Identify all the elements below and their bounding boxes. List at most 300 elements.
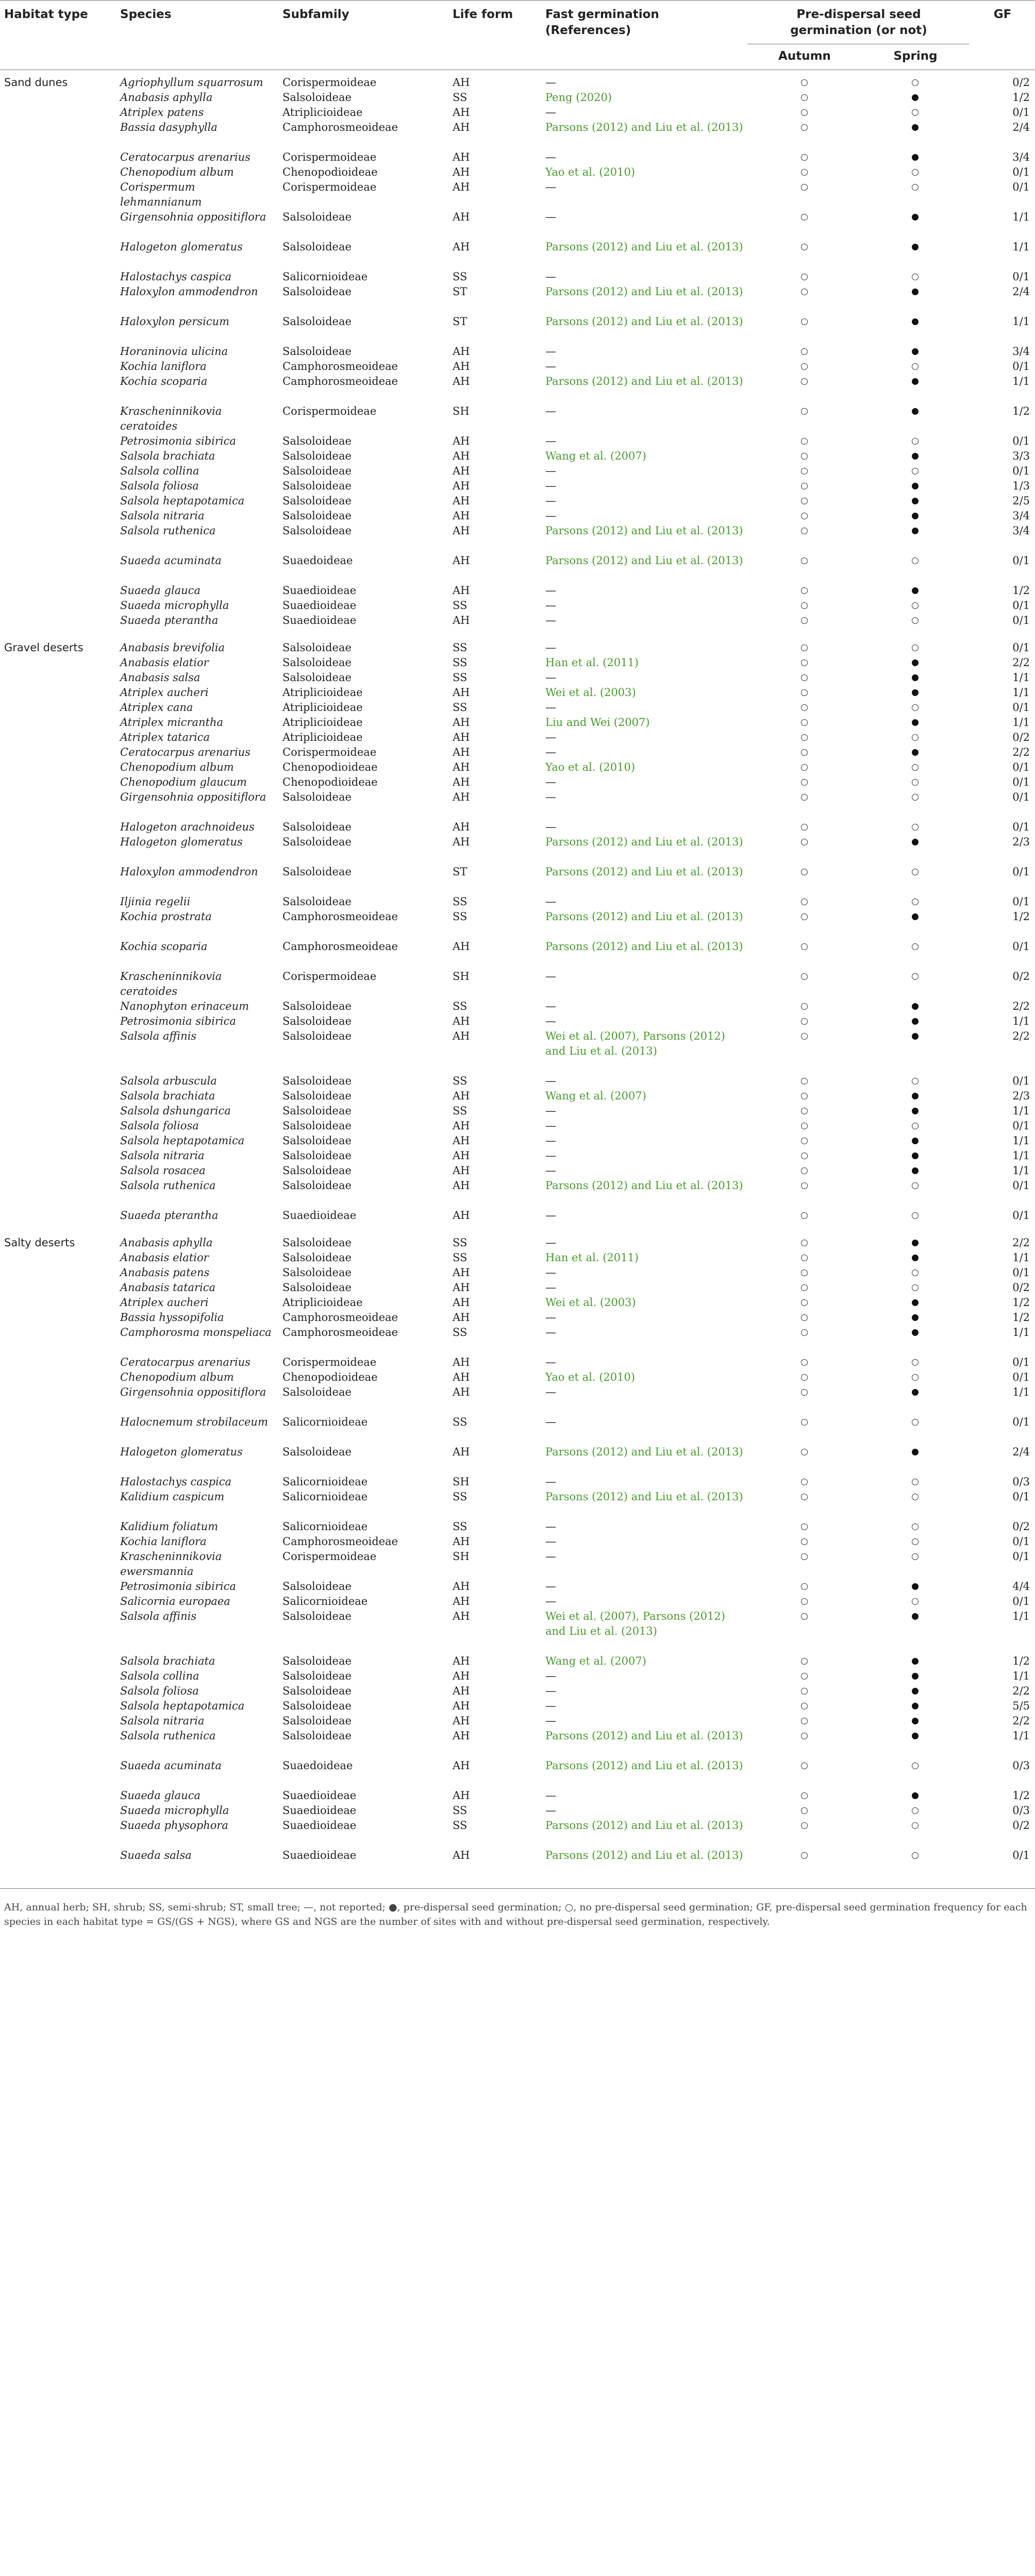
autumn-cell <box>747 1163 861 1178</box>
spring-cell <box>861 240 969 269</box>
life-form-cell: SS <box>453 1075 468 1087</box>
habitat-cell <box>0 284 116 314</box>
habitat-cell <box>0 865 116 894</box>
open-circle-icon <box>801 749 808 756</box>
open-circle-icon <box>912 1852 919 1859</box>
open-circle-icon <box>801 1553 808 1560</box>
reference-cell: Wang et al. (2007) <box>545 1090 646 1102</box>
habitat-cell <box>0 105 116 120</box>
filled-circle-icon <box>912 1153 919 1159</box>
header-pre-dispersal-line2: germination (or not) <box>790 24 927 37</box>
reference-cell: Parsons (2012) and Liu et al. (2013) <box>545 1849 743 1861</box>
life-form-cell: SS <box>453 1326 468 1338</box>
spring-cell <box>861 1699 969 1714</box>
subfamily-cell: Chenopodioideae <box>282 761 378 773</box>
filled-circle-icon <box>912 1314 919 1321</box>
gf-cell: 2/2 <box>1012 1030 1030 1042</box>
life-form-cell: SS <box>453 1490 468 1503</box>
habitat-cell <box>0 1310 116 1325</box>
species-cell: Ceratocarpus arenarius <box>120 1356 251 1368</box>
autumn-cell <box>747 70 861 91</box>
filled-circle-icon <box>912 453 919 460</box>
gf-cell: 0/1 <box>1012 435 1030 447</box>
autumn-cell <box>747 820 861 835</box>
gf-cell: 0/2 <box>1012 731 1030 743</box>
life-form-cell: AH <box>453 1371 470 1383</box>
autumn-cell <box>747 1148 861 1163</box>
life-form-cell: AH <box>453 1715 470 1727</box>
habitat-cell <box>0 120 116 150</box>
habitat-cell <box>0 344 116 359</box>
species-cell: Anabasis salsa <box>120 671 201 684</box>
filled-circle-icon <box>912 1718 919 1724</box>
subfamily-cell: Salsoloideae <box>282 1000 352 1012</box>
species-cell: Suaeda acuminata <box>120 554 222 567</box>
open-circle-icon <box>801 587 808 594</box>
gf-cell: 2/2 <box>1012 746 1030 758</box>
subfamily-cell: Atriplicioideae <box>282 1296 363 1309</box>
species-cell: Halogeton arachnoideus <box>120 821 255 833</box>
species-cell: Suaeda glauca <box>120 1789 201 1802</box>
subfamily-cell: Atriplicioideae <box>282 731 363 743</box>
open-circle-icon <box>801 169 808 176</box>
open-circle-icon <box>912 943 919 950</box>
gf-cell: 0/3 <box>1012 1804 1030 1817</box>
reference-cell: Parsons (2012) and Liu et al. (2013) <box>545 866 743 878</box>
life-form-cell: SS <box>453 656 468 669</box>
life-form-cell: SS <box>453 910 468 923</box>
open-circle-icon <box>801 1284 808 1291</box>
reference-cell: — <box>545 1236 556 1249</box>
autumn-cell <box>747 1250 861 1265</box>
spring-cell <box>861 1089 969 1104</box>
species-cell: Halogeton glomeratus <box>120 241 243 253</box>
species-cell: Salsola affinis <box>120 1030 197 1042</box>
species-cell: Haloxylon ammodendron <box>120 285 258 298</box>
open-circle-icon <box>801 943 808 950</box>
subfamily-cell: Salsoloideae <box>282 1655 352 1667</box>
spring-cell <box>861 1280 969 1295</box>
reference-cell: Han et al. (2011) <box>545 656 639 669</box>
spring-cell <box>861 1848 969 1878</box>
spring-cell <box>861 835 969 865</box>
open-circle-icon <box>801 659 808 666</box>
species-cell: Chenopodium album <box>120 166 234 178</box>
life-form-cell: SS <box>453 671 468 684</box>
autumn-cell <box>747 374 861 404</box>
autumn-cell <box>747 449 861 464</box>
table-row <box>0 1029 1035 1074</box>
subfamily-cell: Salsoloideae <box>282 1386 352 1398</box>
habitat-cell <box>0 1445 116 1475</box>
subfamily-cell: Salsoloideae <box>282 791 352 803</box>
subfamily-cell: Chenopodioideae <box>282 166 378 178</box>
spring-cell <box>861 210 969 240</box>
habitat-cell <box>0 1699 116 1714</box>
gf-cell: 1/1 <box>1012 1105 1030 1117</box>
life-form-cell: AH <box>453 1610 470 1622</box>
subfamily-cell: Salicornioideae <box>282 270 368 283</box>
filled-circle-icon <box>912 94 919 101</box>
table-row <box>0 210 1035 240</box>
subfamily-cell: Salsoloideae <box>282 315 352 328</box>
autumn-cell <box>747 1579 861 1594</box>
life-form-cell: SS <box>453 895 468 908</box>
open-circle-icon <box>912 1078 919 1084</box>
spring-cell <box>861 1684 969 1699</box>
open-circle-icon <box>801 318 808 325</box>
habitat-cell <box>0 1848 116 1878</box>
autumn-cell <box>747 509 861 523</box>
reference-cell: — <box>545 106 556 118</box>
gf-cell: 0/1 <box>1012 181 1030 193</box>
reference-cell: Parsons (2012) and Liu et al. (2013) <box>545 241 743 253</box>
autumn-cell <box>747 553 861 583</box>
life-form-cell: AH <box>453 241 470 253</box>
life-form-cell: AH <box>453 345 470 358</box>
habitat-cell <box>0 700 116 715</box>
life-form-cell: SH <box>453 970 470 982</box>
subfamily-cell: Suaedoideae <box>282 1759 353 1772</box>
species-cell: Iljinia regelii <box>120 895 191 908</box>
subfamily-cell: Camphorosmeoideae <box>282 375 398 387</box>
reference-cell: — <box>545 1789 556 1802</box>
spring-cell <box>861 105 969 120</box>
subfamily-cell: Salsoloideae <box>282 1251 352 1264</box>
table-row <box>0 1133 1035 1148</box>
spring-cell <box>861 909 969 939</box>
autumn-cell <box>747 909 861 939</box>
open-circle-icon <box>912 645 919 651</box>
life-form-cell: SS <box>453 1520 468 1533</box>
open-circle-icon <box>801 602 808 609</box>
table-row <box>0 760 1035 775</box>
subfamily-cell: Corispermoideae <box>282 970 377 982</box>
table-row <box>0 835 1035 865</box>
open-circle-icon <box>801 973 808 980</box>
open-circle-icon <box>801 1733 808 1739</box>
gf-cell: 4/4 <box>1012 1580 1030 1592</box>
subfamily-cell: Salsoloideae <box>282 345 352 358</box>
table-row <box>0 999 1035 1014</box>
species-cell: Salsola arbuscula <box>120 1075 217 1087</box>
open-circle-icon <box>801 1822 808 1829</box>
open-circle-icon <box>801 289 808 295</box>
species-cell: Halostachys caspica <box>120 270 232 283</box>
table-row <box>0 404 1035 434</box>
open-circle-icon <box>801 1108 808 1114</box>
species-cell: Suaeda glauca <box>120 584 201 597</box>
spring-cell <box>861 670 969 685</box>
open-circle-icon <box>912 824 919 831</box>
reference-cell: — <box>545 1520 556 1533</box>
subfamily-cell: Corispermoideae <box>282 405 377 417</box>
table-row <box>0 344 1035 359</box>
gf-cell: 0/1 <box>1012 106 1030 118</box>
spring-cell <box>861 1148 969 1163</box>
life-form-cell: AH <box>453 151 470 163</box>
subfamily-cell: Camphorosmeoideae <box>282 1535 398 1548</box>
open-circle-icon <box>801 1598 808 1605</box>
species-cell: Salicornia europaea <box>120 1595 230 1607</box>
gf-cell: 0/2 <box>1012 76 1030 89</box>
species-cell: Kochia scoparia <box>120 940 208 953</box>
gf-cell: 0/1 <box>1012 614 1030 626</box>
spring-cell <box>861 1519 969 1534</box>
spring-cell <box>861 969 969 999</box>
open-circle-icon <box>912 617 919 624</box>
habitat-cell <box>0 1803 116 1818</box>
table-row <box>0 685 1035 700</box>
life-form-cell: AH <box>453 731 470 743</box>
spring-cell <box>861 685 969 700</box>
table-row <box>0 1684 1035 1699</box>
open-circle-icon <box>912 169 919 176</box>
subfamily-cell: Camphorosmeoideae <box>282 1311 398 1324</box>
habitat-cell <box>0 1684 116 1699</box>
reference-cell: — <box>545 1015 556 1027</box>
table-row <box>0 969 1035 999</box>
species-cell: Kochia laniflora <box>120 360 207 372</box>
gf-cell: 1/1 <box>1012 241 1030 253</box>
reference-cell: Parsons (2012) and Liu et al. (2013) <box>545 836 743 848</box>
autumn-cell <box>747 583 861 598</box>
spring-cell <box>861 1104 969 1118</box>
gf-cell: 0/1 <box>1012 821 1030 833</box>
open-circle-icon <box>801 1078 808 1084</box>
open-circle-icon <box>801 645 808 651</box>
habitat-cell <box>0 1355 116 1370</box>
table-row <box>0 1534 1035 1549</box>
open-circle-icon <box>912 1374 919 1381</box>
open-circle-icon <box>801 1299 808 1306</box>
table-row <box>0 120 1035 150</box>
autumn-cell <box>747 730 861 745</box>
spring-cell <box>861 583 969 598</box>
subfamily-cell: Salsoloideae <box>282 524 352 537</box>
open-circle-icon <box>801 1718 808 1724</box>
filled-circle-icon <box>912 1613 919 1620</box>
table-row <box>0 715 1035 730</box>
open-circle-icon <box>801 764 808 771</box>
life-form-cell: SS <box>453 1236 468 1249</box>
species-cell: Anabasis aphylla <box>120 1236 213 1249</box>
species-cell: Kalidium foliatum <box>120 1520 219 1533</box>
reference-cell: — <box>545 1386 556 1398</box>
reference-cell: Parsons (2012) and Liu et al. (2013) <box>545 285 743 298</box>
autumn-cell <box>747 1178 861 1208</box>
subfamily-cell: Salsoloideae <box>282 1685 352 1697</box>
table-row <box>0 670 1035 685</box>
life-form-cell: SS <box>453 701 468 714</box>
spring-cell <box>861 1178 969 1208</box>
open-circle-icon <box>912 1822 919 1829</box>
gf-cell: 1/2 <box>1012 584 1030 597</box>
habitat-cell <box>0 314 116 344</box>
header-fast-germination-line1: Fast germination <box>545 8 659 21</box>
life-form-cell: AH <box>453 1149 470 1162</box>
autumn-cell <box>747 284 861 314</box>
open-circle-icon <box>801 913 808 920</box>
life-form-cell: AH <box>453 450 470 462</box>
open-circle-icon <box>801 794 808 801</box>
habitat-cell <box>0 1325 116 1355</box>
filled-circle-icon <box>912 1033 919 1040</box>
table-row <box>0 909 1035 939</box>
filled-circle-icon <box>912 1583 919 1590</box>
spring-cell <box>861 715 969 730</box>
gf-cell: 0/1 <box>1012 1075 1030 1087</box>
life-form-cell: AH <box>453 1030 470 1042</box>
gf-cell: 1/2 <box>1012 405 1030 417</box>
open-circle-icon <box>801 689 808 696</box>
gf-cell: 2/3 <box>1012 1090 1030 1102</box>
species-cell: Halogeton glomeratus <box>120 1446 243 1458</box>
gf-cell: 1/1 <box>1012 686 1030 699</box>
autumn-cell <box>747 1549 861 1579</box>
header-fast-germination-line2: (References) <box>545 24 631 37</box>
table-row <box>0 655 1035 670</box>
species-cell: Salsola ruthenica <box>120 1179 216 1192</box>
open-circle-icon <box>801 1389 808 1396</box>
subfamily-cell: Suaedioideae <box>282 599 357 612</box>
autumn-cell <box>747 1475 861 1489</box>
species-cell: Petrosimonia sibirica <box>120 1015 236 1027</box>
table-row <box>0 1669 1035 1684</box>
open-circle-icon <box>912 1523 919 1530</box>
filled-circle-icon <box>912 1018 919 1025</box>
open-circle-icon <box>801 1018 808 1025</box>
species-cell: Salsola brachiata <box>120 1090 215 1102</box>
spring-cell <box>861 1788 969 1803</box>
table-row <box>0 180 1035 210</box>
autumn-cell <box>747 670 861 685</box>
habitat-cell <box>0 835 116 865</box>
open-circle-icon <box>801 1419 808 1426</box>
spring-cell <box>861 120 969 150</box>
filled-circle-icon <box>912 1108 919 1114</box>
life-form-cell: AH <box>453 1120 470 1132</box>
habitat-cell <box>0 685 116 700</box>
reference-cell: — <box>545 895 556 908</box>
open-circle-icon <box>912 1359 919 1366</box>
habitat-cell <box>0 1104 116 1118</box>
spring-cell <box>861 180 969 210</box>
autumn-cell <box>747 210 861 240</box>
species-cell: Salsola foliosa <box>120 480 199 492</box>
filled-circle-icon <box>912 689 919 696</box>
open-circle-icon <box>801 1374 808 1381</box>
reference-cell: — <box>545 510 556 522</box>
habitat-cell <box>0 1758 116 1788</box>
autumn-cell <box>747 1534 861 1549</box>
open-circle-icon <box>801 617 808 624</box>
life-form-cell: SS <box>453 1819 468 1832</box>
subfamily-cell: Salsoloideae <box>282 1700 352 1712</box>
habitat-cell <box>0 90 116 105</box>
gf-cell: 1/1 <box>1012 1730 1030 1742</box>
filled-circle-icon <box>912 659 919 666</box>
gf-cell: 1/2 <box>1012 1655 1030 1667</box>
habitat-cell <box>0 1385 116 1415</box>
life-form-cell: AH <box>453 1446 470 1458</box>
open-circle-icon <box>912 1479 919 1485</box>
species-cell: Krascheninnikovia ceratoides <box>120 970 222 997</box>
table-row <box>0 479 1035 494</box>
subfamily-cell: Chenopodioideae <box>282 776 378 788</box>
gf-cell: 1/2 <box>1012 91 1030 104</box>
species-cell: Kalidium caspicum <box>120 1490 225 1503</box>
reference-cell: — <box>545 671 556 684</box>
open-circle-icon <box>801 704 808 711</box>
life-form-cell: AH <box>453 1580 470 1592</box>
species-cell: Anabasis elatior <box>120 656 209 669</box>
gf-cell: 2/3 <box>1012 836 1030 848</box>
reference-cell: — <box>545 480 556 492</box>
habitat-cell <box>0 715 116 730</box>
autumn-cell <box>747 1265 861 1280</box>
life-form-cell: AH <box>453 166 470 178</box>
species-cell: Bassia dasyphylla <box>120 121 218 133</box>
autumn-cell <box>747 1295 861 1310</box>
open-circle-icon <box>912 274 919 280</box>
species-cell: Camphorosma monspeliaca <box>120 1326 272 1338</box>
open-circle-icon <box>801 1255 808 1261</box>
reference-cell: — <box>545 405 556 417</box>
autumn-cell <box>747 464 861 479</box>
habitat-cell <box>0 240 116 269</box>
table-row <box>0 1163 1035 1178</box>
open-circle-icon <box>912 1182 919 1189</box>
table-row <box>0 284 1035 314</box>
table-row <box>0 1208 1035 1223</box>
species-cell: Salsola brachiata <box>120 1655 215 1667</box>
habitat-cell <box>0 1133 116 1148</box>
table-row <box>0 1230 1035 1250</box>
subfamily-cell: Salicornioideae <box>282 1490 368 1503</box>
filled-circle-icon <box>912 587 919 594</box>
subfamily-cell: Salsoloideae <box>282 435 352 447</box>
open-circle-icon <box>801 274 808 280</box>
subfamily-cell: Camphorosmeoideae <box>282 360 398 372</box>
reference-cell: Parsons (2012) and Liu et al. (2013) <box>545 1819 743 1832</box>
gf-cell: 1/1 <box>1012 671 1030 684</box>
gf-cell: 0/1 <box>1012 895 1030 908</box>
autumn-cell <box>747 240 861 269</box>
table-row <box>0 1148 1035 1163</box>
gf-cell: 5/5 <box>1012 1700 1030 1712</box>
reference-cell: — <box>545 791 556 803</box>
open-circle-icon <box>801 1792 808 1799</box>
species-cell: Salsola collina <box>120 1670 199 1682</box>
reference-cell: — <box>545 746 556 758</box>
table-row <box>0 359 1035 374</box>
table-row <box>0 269 1035 284</box>
filled-circle-icon <box>912 1167 919 1174</box>
habitat-cell <box>0 1208 116 1223</box>
gf-cell: 2/4 <box>1012 121 1030 133</box>
table-row <box>0 553 1035 583</box>
life-form-cell: AH <box>453 686 470 699</box>
open-circle-icon <box>912 779 919 786</box>
open-circle-icon <box>912 468 919 474</box>
spring-cell <box>861 1549 969 1579</box>
filled-circle-icon <box>912 318 919 325</box>
filled-circle-icon <box>912 1240 919 1246</box>
open-circle-icon <box>912 869 919 875</box>
open-circle-icon <box>801 1167 808 1174</box>
subfamily-cell: Suaedioideae <box>282 1209 357 1222</box>
